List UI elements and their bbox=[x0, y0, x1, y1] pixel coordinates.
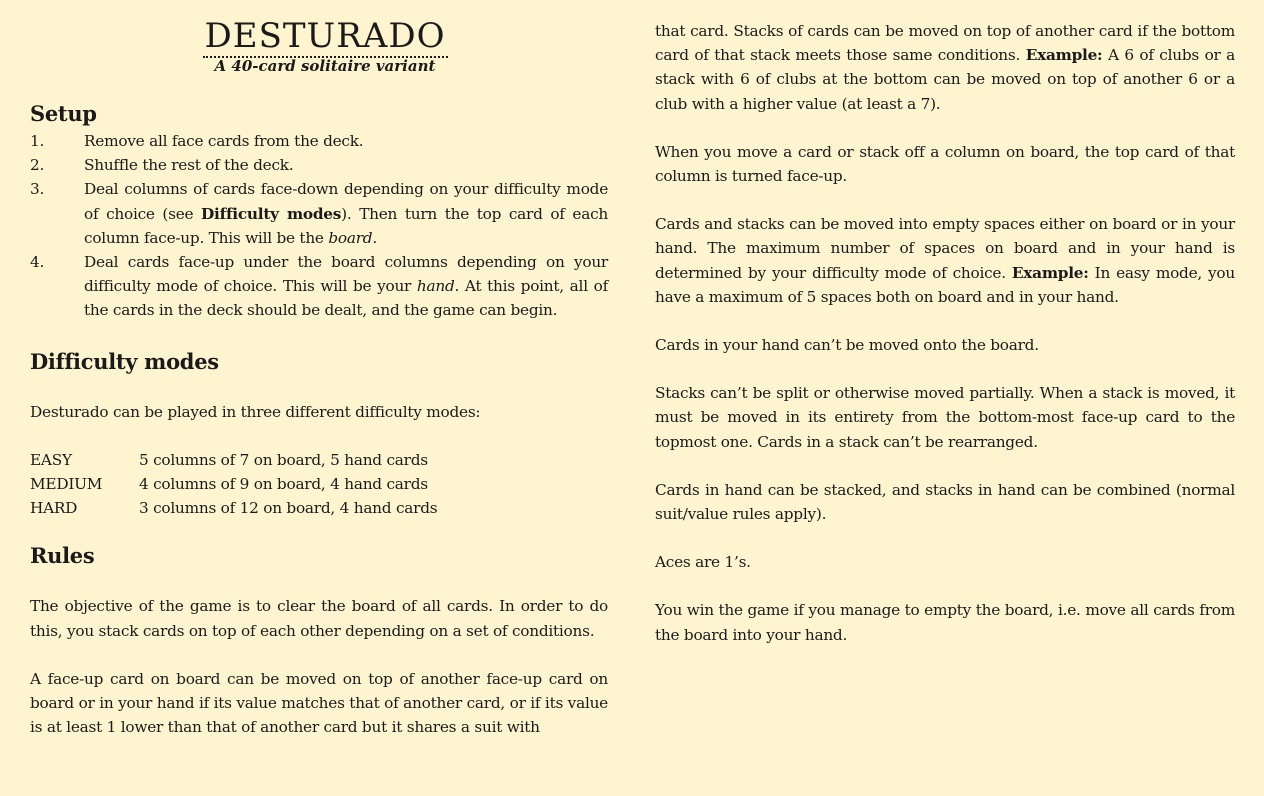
step-text: Shuffle the rest of the deck. bbox=[84, 156, 294, 175]
step-number: 2. bbox=[30, 156, 45, 175]
step-number: 3. bbox=[30, 180, 45, 199]
rules-paragraph-aces: Aces are 1’s. bbox=[655, 553, 751, 572]
difficulty-row bbox=[30, 448, 437, 472]
step-text: Remove all face cards from the deck. bbox=[84, 132, 364, 150]
left-column bbox=[30, 16, 608, 739]
mode-name: EASY bbox=[30, 450, 72, 469]
mode-description: 4 columns of 9 on board, 4 hand cards bbox=[139, 475, 428, 494]
example-label: Example: bbox=[1011, 263, 1089, 282]
rules-paragraph-moves-continued bbox=[655, 19, 1235, 116]
document-subtitle: A 40-card solitaire variant bbox=[214, 57, 436, 75]
mode-name: HARD bbox=[30, 499, 78, 518]
document-title bbox=[42, 16, 608, 56]
difficulty-intro: Desturado can be played in three different difficulty modes: bbox=[30, 402, 481, 421]
rules-heading: Rules bbox=[30, 543, 95, 569]
setup-heading: Setup bbox=[30, 101, 97, 126]
rules-paragraph-empty-spaces bbox=[655, 212, 1235, 309]
mode-description: 5 columns of 7 on board, 5 hand cards bbox=[139, 450, 428, 469]
difficulty-modes-reference: Difficulty modes bbox=[201, 204, 342, 223]
moves-example-text: A 6 of clubs or a stack with 6 of clubs at the bottom can be moved on top of another 6 or a club with a higher value (at least a 7). bbox=[655, 46, 1236, 113]
rules-paragraph-turn-face-up: When you move a card or stack off a column on board, the top card of that column is turned face-up. bbox=[655, 142, 1235, 186]
step-text-continued: ). Then turn the top card of each column face-up. This will be the bbox=[84, 204, 608, 247]
difficulty-row bbox=[30, 472, 437, 496]
step-text-continued: . At this point, all of the cards in the deck should be dealt, and the game can begin. bbox=[84, 277, 608, 320]
step-number: 1. bbox=[30, 132, 45, 150]
step-text: Deal cards face-up under the board columns depending on your difficulty mode of choice. This will be your bbox=[84, 253, 608, 296]
rules-paragraph-stacks: Stacks can’t be split or otherwise moved partially. When a stack is moved, it must be moved in its entirety from the bottom-most face-up card to the topmost one. Cards in a stack can’t be rearranged. bbox=[655, 384, 1235, 451]
rules-paragraph-win: You win the game if you manage to empty the board, i.e. move all cards from the board into your hand. bbox=[655, 601, 1235, 644]
right-column bbox=[655, 19, 1235, 647]
example-label: Example: bbox=[1025, 46, 1103, 65]
board-term: board bbox=[328, 228, 373, 247]
difficulty-table-wrap bbox=[30, 448, 608, 521]
rules-paragraph-hand-stacking: Cards in hand can be stacked, and stacks in hand can be combined (normal suit/value rules apply). bbox=[655, 480, 1235, 524]
moves-text: that card. Stacks of cards can be moved on top of another card if the bottom card of that stack meets those same conditions. bbox=[655, 22, 1235, 65]
setup-step bbox=[30, 177, 608, 250]
empty-spaces-example-text: In easy mode, you have a maximum of 5 spaces both on board and in your hand. bbox=[655, 263, 1235, 306]
rules-paragraph-hand-to-board: Cards in your hand can’t be moved onto the board. bbox=[655, 336, 1039, 355]
difficulty-table bbox=[30, 448, 437, 521]
rules-paragraph-moves: A face-up card on board can be moved on top of another face-up card on board or in your hand if its value matches that of another card, or if its value is at least 1 lower than that of another card but it shares a suit with bbox=[30, 669, 608, 737]
step-text-end: . bbox=[372, 228, 377, 247]
mode-name: MEDIUM bbox=[30, 475, 103, 494]
difficulty-row bbox=[30, 496, 437, 520]
step-text: Deal columns of cards face-down depending on your difficulty mode of choice (see bbox=[84, 180, 608, 223]
setup-step bbox=[30, 250, 608, 323]
setup-step bbox=[30, 153, 608, 177]
rules-paragraph-objective: The objective of the game is to clear the board of all cards. In order to do this, you stack cards on top of each other depending on a set of conditions. bbox=[30, 597, 608, 640]
mode-description: 3 columns of 12 on board, 4 hand cards bbox=[139, 499, 438, 518]
setup-steps-list bbox=[30, 129, 608, 323]
hand-term: hand bbox=[416, 277, 455, 296]
difficulty-heading: Difficulty modes bbox=[30, 348, 219, 374]
title-text: DESTURADO bbox=[204, 16, 446, 56]
setup-step bbox=[30, 129, 608, 153]
empty-spaces-text: Cards and stacks can be moved into empty spaces either on board or in your hand. The maximum number of spaces on board and in your hand is determined by your difficulty mode of choice. bbox=[655, 215, 1235, 282]
step-number: 4. bbox=[30, 253, 45, 272]
